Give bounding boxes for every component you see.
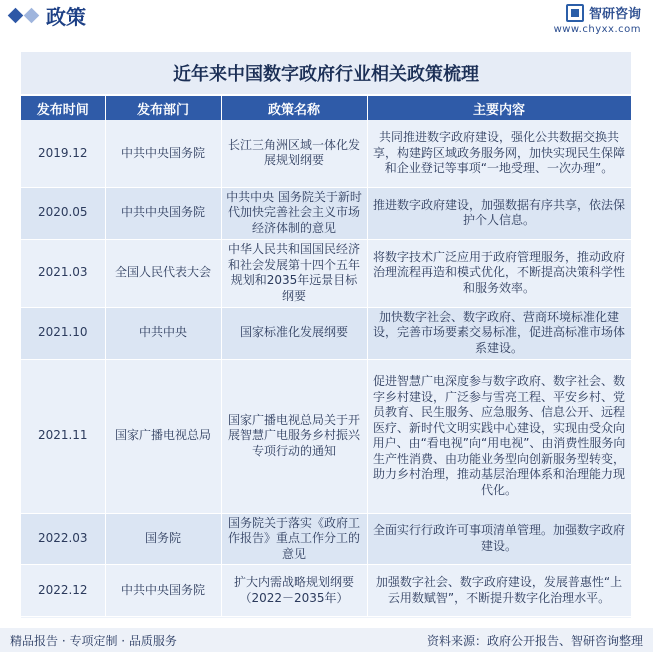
cell-policy: 国家广播电视总局关于开展智慧广电服务乡村振兴专项行动的通知 [221, 359, 367, 513]
table-header-row [21, 96, 631, 120]
cell-department: 全国人民代表大会 [105, 239, 221, 307]
cell-policy: 长江三角洲区域一体化发展规划纲要 [221, 120, 367, 187]
page-footer [0, 628, 653, 652]
cell-policy: 国务院关于落实《政府工作报告》重点工作分工的意见 [221, 513, 367, 565]
cell-content: 共同推进数字政府建设，强化公共数据交换共享，构建跨区域政务服务网，加快实现民生保障和企业登记等事项“一地受理、一次办理”。 [367, 120, 631, 187]
column-header-policy: 政策名称 [221, 96, 367, 120]
cell-content: 促进智慧广电深度参与数字政府、数字社会、数字乡村建设，广泛参与雪亮工程、平安乡村、党员教育、民生服务、应急服务、信息公开、远程医疗、新时代文明实践中心建设，实现由受众向用户、由“看电视”向“用电视”、由消费性服务向生产性消费、由功能业务型向创新服务型转变，助力乡村治理，推动基层治理体系和治理能力现代化。 [367, 359, 631, 513]
footer-slogan: 精品报告 · 专项定制 · 品质服务 [10, 633, 177, 648]
cell-policy: 扩大内需战略规划纲要（2022－2035年） [221, 565, 367, 617]
brand-block [554, 3, 641, 35]
cell-department: 国家广播电视总局 [105, 359, 221, 513]
cell-date: 2022.03 [21, 513, 105, 565]
cell-department: 中共中央国务院 [105, 120, 221, 187]
brand-logo-icon [566, 4, 584, 22]
cell-content: 加快数字社会、数字政府、营商环境标准化建设，完善市场要素交易标准，促进高标准市场体系建设。 [367, 307, 631, 359]
column-header-content: 主要内容 [367, 96, 631, 120]
section-title: 政策 [46, 4, 86, 29]
policy-table [21, 96, 632, 617]
cell-content: 推进数字政府建设，加强数据有序共享，依法保护个人信息。 [367, 187, 631, 239]
column-header-date: 发布时间 [21, 96, 105, 120]
table-row [21, 187, 631, 239]
page-header [0, 0, 653, 40]
cell-department: 中共中央国务院 [105, 565, 221, 617]
cell-department: 国务院 [105, 513, 221, 565]
brand-url: www.chyxx.com [553, 24, 641, 35]
brand-name: 智研咨询 [588, 7, 641, 22]
cell-content: 加强数字社会、数字政府建设，发展普惠性“上云用数赋智”，不断提升数字化治理水平。 [367, 565, 631, 617]
cell-department: 中共中央 [105, 307, 221, 359]
cell-date: 2022.12 [21, 565, 105, 617]
table-row [21, 513, 631, 565]
cell-policy: 国家标准化发展纲要 [221, 307, 367, 359]
table-row [21, 120, 631, 187]
diamond-light-icon [24, 7, 40, 23]
section-heading [0, 0, 120, 30]
cell-content: 将数字技术广泛应用于政府管理服务，推动政府治理流程再造和模式优化，不断提高决策科学性和服务效率。 [367, 239, 631, 307]
table-row [21, 307, 631, 359]
cell-department: 中共中央国务院 [105, 187, 221, 239]
cell-date: 2021.03 [21, 239, 105, 307]
cell-date: 2019.12 [21, 120, 105, 187]
policy-table-panel [21, 52, 631, 618]
cell-date: 2020.05 [21, 187, 105, 239]
diamond-icon [8, 7, 24, 23]
cell-policy: 中华人民共和国国民经济和社会发展第十四个五年规划和2035年远景目标纲要 [221, 239, 367, 307]
table-row [21, 239, 631, 307]
footer-source: 资料来源：政府公开报告、智研咨询整理 [426, 633, 643, 648]
cell-date: 2021.10 [21, 307, 105, 359]
cell-date: 2021.11 [21, 359, 105, 513]
table-row [21, 359, 631, 513]
table-row [21, 565, 631, 617]
cell-content: 全面实行行政许可事项清单管理。加强数字政府建设。 [367, 513, 631, 565]
cell-policy: 中共中央 国务院关于新时代加快完善社会主义市场经济体制的意见 [221, 187, 367, 239]
column-header-department: 发布部门 [105, 96, 221, 120]
table-title: 近年来中国数字政府行业相关政策梳理 [21, 52, 631, 96]
